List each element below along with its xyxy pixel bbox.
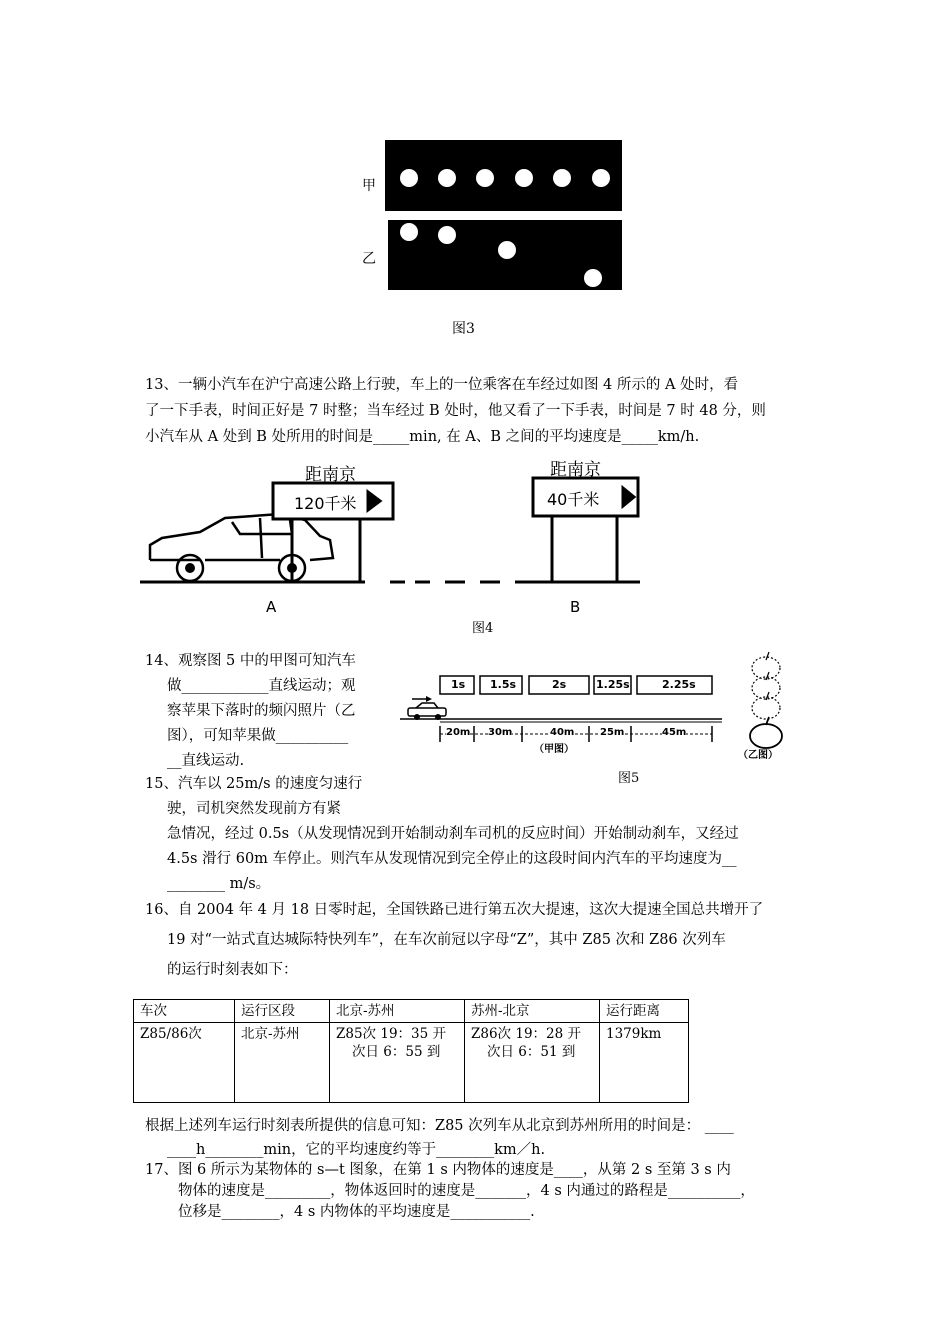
q16-line-1: 16、自 2004 年 4 月 18 日零时起，全国铁路已进行第五次大提速，这次大提速全国总共增开了: [145, 902, 764, 918]
fig5-label-yi: （乙图）: [738, 750, 778, 761]
q17-line-1: 17、图 6 所示为某物体的 s—t 图象，在第 1 s 内物体的速度是____，从第 2 s 至第 3 s 内: [145, 1162, 731, 1178]
header-cell: 苏州-北京: [465, 1000, 600, 1023]
dot: [498, 241, 516, 259]
dot: [438, 169, 456, 187]
header-cell: 运行距离: [600, 1000, 689, 1023]
cell-distance: 1379km: [600, 1023, 689, 1103]
cell-bj-sz: [330, 1023, 465, 1103]
cell-train: Z85/86次: [134, 1023, 235, 1103]
bj-sz-arrive: 次日 6：55 到: [352, 1044, 441, 1060]
fig5-time-5: 2.25s: [662, 678, 696, 691]
fig3-caption: 图3: [452, 321, 475, 337]
q16b-line-2: ____h________min，它的平均速度约等于________km／h.: [167, 1142, 546, 1158]
cell-section: 北京-苏州: [235, 1023, 330, 1103]
q16-line-2: 19 对“一站式直达城际特快列车”，在车次前冠以字母“Z”，其中 Z85 次和 Z86 次列车: [167, 932, 726, 948]
dot: [553, 169, 571, 187]
fig5-time-4: 1.25s: [596, 678, 630, 691]
fig5-distance-1: 20m: [446, 727, 471, 738]
fig5-time-2: 1.5s: [490, 678, 517, 691]
fig3-label-jia: 甲: [362, 178, 376, 194]
fig3-label-yi: 乙: [362, 251, 376, 267]
fig5-caption: 图5: [618, 771, 640, 786]
q14-line-1: 14、观察图 5 中的甲图可知汽车: [145, 653, 356, 669]
q13-line-1: 13、一辆小汽车在沪宁高速公路上行驶，车上的一位乘客在车经过如图 4 所示的 A 处时，看: [145, 377, 739, 393]
q15-line-2: 驶，司机突然发现前方有紧: [167, 801, 341, 817]
sign-b-value: 40千米: [547, 490, 600, 509]
label-a: A: [266, 598, 277, 616]
fig5-distance-5: 45m: [662, 727, 687, 738]
sz-bj-arrive: 次日 6：51 到: [487, 1044, 576, 1060]
sz-bj-depart: Z86次 19：28 开: [471, 1026, 581, 1042]
dot: [515, 169, 533, 187]
q17-line-2: 物体的速度是_________，物体返回时的速度是_______，4 s 内通过的路程是__________，: [178, 1183, 755, 1199]
fig5-label-jia: （甲图）: [534, 744, 574, 755]
dot: [584, 269, 602, 287]
fig5-time-1: 1s: [451, 678, 466, 691]
q14-line-4: 图），可知苹果做__________: [167, 728, 349, 744]
q16b-line-1: 根据上述列车运行时刻表所提供的信息可知：Z85 次列车从北京到苏州所用的时间是： ____: [145, 1118, 734, 1134]
dot: [438, 226, 456, 244]
q16-line-3: 的运行时刻表如下：: [167, 962, 298, 978]
label-b: B: [570, 598, 581, 616]
dot: [592, 169, 610, 187]
cell-sz-bj: [465, 1023, 600, 1103]
bj-sz-depart: Z85次 19：35 开: [336, 1026, 446, 1042]
sign-a-title: 距南京: [305, 465, 356, 485]
fig4-caption: 图4: [472, 621, 494, 636]
header-cell: 运行区段: [235, 1000, 330, 1023]
q13-line-3: 小汽车从 A 处到 B 处所用的时间是_____min, 在 A、B 之间的平均速度是_____km/h.: [145, 429, 700, 445]
q15-line-4: 4.5s 滑行 60m 车停止。则汽车从发现情况到完全停止的这段时间内汽车的平均速度为__: [167, 851, 737, 867]
fig3-strobe-photos: [385, 140, 625, 292]
q15-line-5: ________ m/s。: [167, 876, 271, 892]
fig5-time-3: 2s: [552, 678, 567, 691]
header-cell: 北京-苏州: [330, 1000, 465, 1023]
sign-a-value: 120千米: [294, 494, 357, 513]
fig5-apples: [750, 652, 782, 748]
q13-line-2: 了一下手表，时间正好是 7 时整；当车经过 B 处时，他又看了一下手表，时间是 7 时 48 分，则: [145, 403, 766, 419]
q15-line-3: 急情况，经过 0.5s（从发现情况到开始制动刹车司机的反应时间）开始制动刹车，又经过: [167, 826, 739, 842]
fig5-distance-2: 30m: [488, 727, 513, 738]
fig5-car: [408, 696, 446, 720]
timetable: [133, 999, 689, 1103]
dot: [400, 223, 418, 241]
fig5-distance-3: 40m: [550, 727, 575, 738]
timetable-row: [134, 1023, 689, 1103]
q14-line-5: __直线运动.: [167, 753, 245, 769]
dot: [476, 169, 494, 187]
sign-b-title: 距南京: [550, 460, 601, 480]
car-drawing: [150, 514, 333, 581]
q14-line-3: 察苹果下落时的频闪照片（乙: [167, 703, 356, 719]
fig3-strip-jia: [385, 140, 622, 211]
dot: [400, 169, 418, 187]
timetable-header-row: [134, 1000, 689, 1023]
q14-line-2: 做____________直线运动；观: [167, 678, 356, 694]
header-cell: 车次: [134, 1000, 235, 1023]
q17-line-3: 位移是________，4 s 内物体的平均速度是___________.: [178, 1204, 535, 1220]
fig5-distance-4: 25m: [600, 727, 625, 738]
q15-line-1: 15、汽车以 25m/s 的速度匀速行: [145, 776, 363, 792]
